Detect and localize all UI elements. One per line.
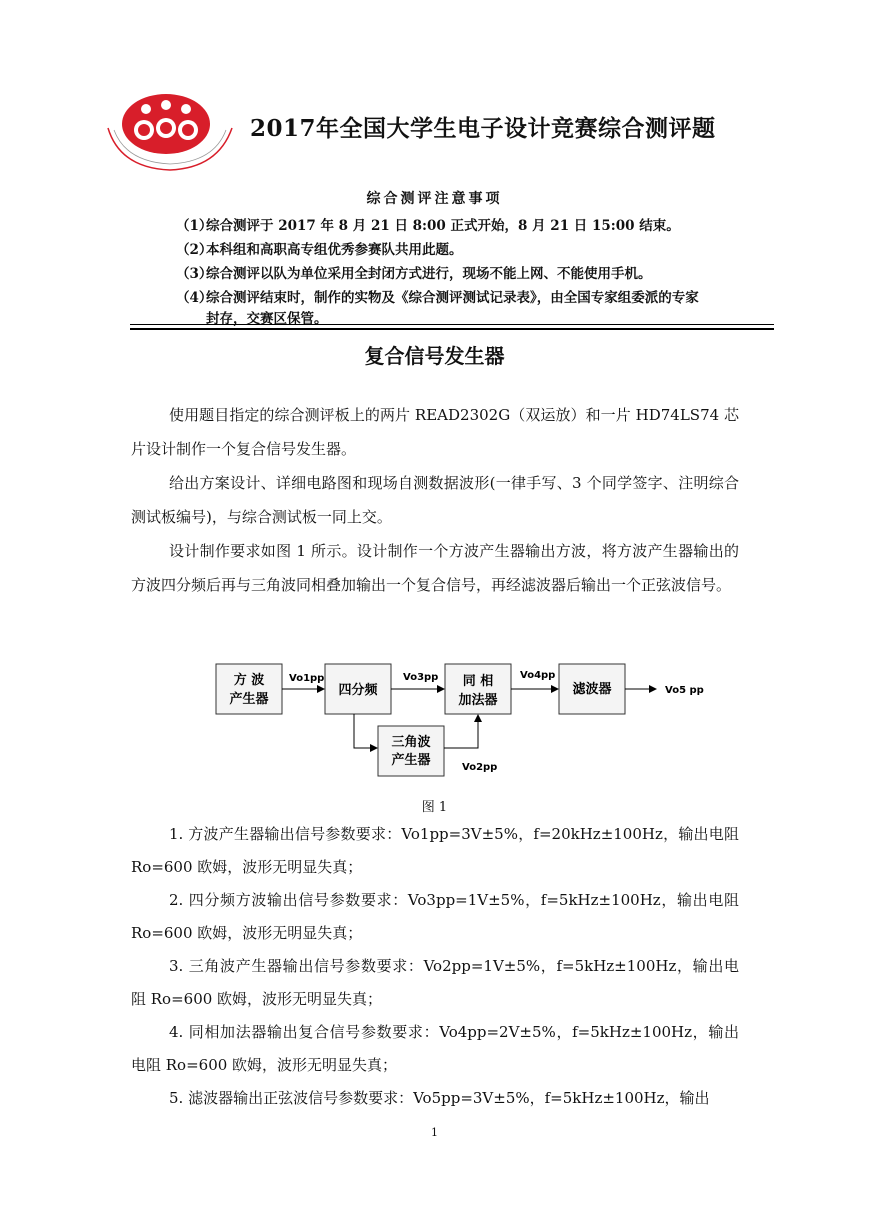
paragraph: 使用题目指定的综合测评板上的两片 READ2302G（双运放）和一片 HD74LS74 芯片设计制作一个复合信号发生器。 (131, 406, 739, 458)
signal-vo4pp: Vo4pp (520, 670, 556, 681)
divider-label: 四分频 (338, 683, 378, 698)
requirement-item: 4. 同相加法器输出复合信号参数要求：Vo4pp=2V±5%，f=5kHz±100Hz，输出电阻 Ro=600 欧姆，波形无明显失真； (131, 1023, 739, 1074)
requirements-list (131, 818, 739, 1115)
document-title: 2017年全国大学生电子设计竞赛综合测评题 (250, 115, 716, 142)
figure-caption: 图 1 (421, 800, 448, 815)
signal-vo3pp: Vo3pp (403, 672, 439, 683)
section-title: 复合信号发生器 (364, 344, 505, 368)
notes-heading: 综合测评注意事项 (366, 191, 503, 207)
arrow-divider-to-triangle (354, 714, 377, 748)
signal-vo1pp: Vo1pp (289, 673, 325, 684)
triangle-generator-box (378, 726, 444, 776)
intro-paragraphs (131, 398, 739, 602)
adder-label-2: 加法器 (458, 693, 498, 708)
divider-thin (130, 324, 774, 325)
note-item-continuation: 封存，交赛区保管。 (206, 311, 328, 327)
note-item: （3）综合测评以队为单位采用全封闭方式进行，现场不能上网、不能使用手机。 (176, 266, 652, 282)
note-item: （2）本科组和高职高专组优秀参赛队共用此题。 (176, 242, 463, 258)
filter-label: 滤波器 (572, 682, 612, 697)
requirement-item: 2. 四分频方波输出信号参数要求：Vo3pp=1V±5%，f=5kHz±100Hz，输出电阻 Ro=600 欧姆，波形无明显失真； (131, 891, 739, 942)
square-gen-label-1: 方 波 (233, 673, 265, 688)
square-gen-label-2: 产生器 (229, 692, 269, 707)
triangle-gen-label-1: 三角波 (391, 735, 431, 750)
page-number: 1 (431, 1126, 438, 1139)
requirement-item: 5. 滤波器输出正弦波信号参数要求：Vo5pp=3V±5%，f=5kHz±100Hz，输出 (169, 1089, 710, 1107)
arrow-triangle-to-adder (444, 715, 478, 748)
signal-vo5pp: Vo5 pp (665, 685, 704, 696)
paragraph: 给出方案设计、详细电路图和现场自测数据波形(一律手写、3 个同学签字、注明综合测试板编号)，与综合测试板一同上交。 (131, 474, 739, 526)
note-item: （1）综合测评于 2017 年 8 月 21 日 8:00 正式开始，8 月 21 日 15:00 结束。 (176, 218, 680, 234)
adder-label-1: 同 相 (462, 674, 494, 689)
block-diagram (200, 648, 720, 788)
triangle-gen-label-2: 产生器 (391, 753, 431, 768)
note-item: （4）综合测评结束时，制作的实物及《综合测评测试记录表》，由全国专家组委派的专家 (176, 290, 699, 306)
divider-thick (130, 328, 774, 330)
requirement-item: 3. 三角波产生器输出信号参数要求：Vo2pp=1V±5%，f=5kHz±100Hz，输出电阻 Ro=600 欧姆，波形无明显失真； (131, 957, 739, 1008)
paragraph: 设计制作要求如图 1 所示。设计制作一个方波产生器输出方波，将方波产生器输出的方波四分频后再与三角波同相叠加输出一个复合信号，再经滤波器后输出一个正弦波信号。 (131, 542, 739, 594)
signal-vo2pp: Vo2pp (462, 762, 498, 773)
requirement-item: 1. 方波产生器输出信号参数要求：Vo1pp=3V±5%，f=20kHz±100Hz，输出电阻 Ro=600 欧姆，波形无明显失真； (131, 825, 739, 876)
contest-logo (100, 88, 242, 172)
